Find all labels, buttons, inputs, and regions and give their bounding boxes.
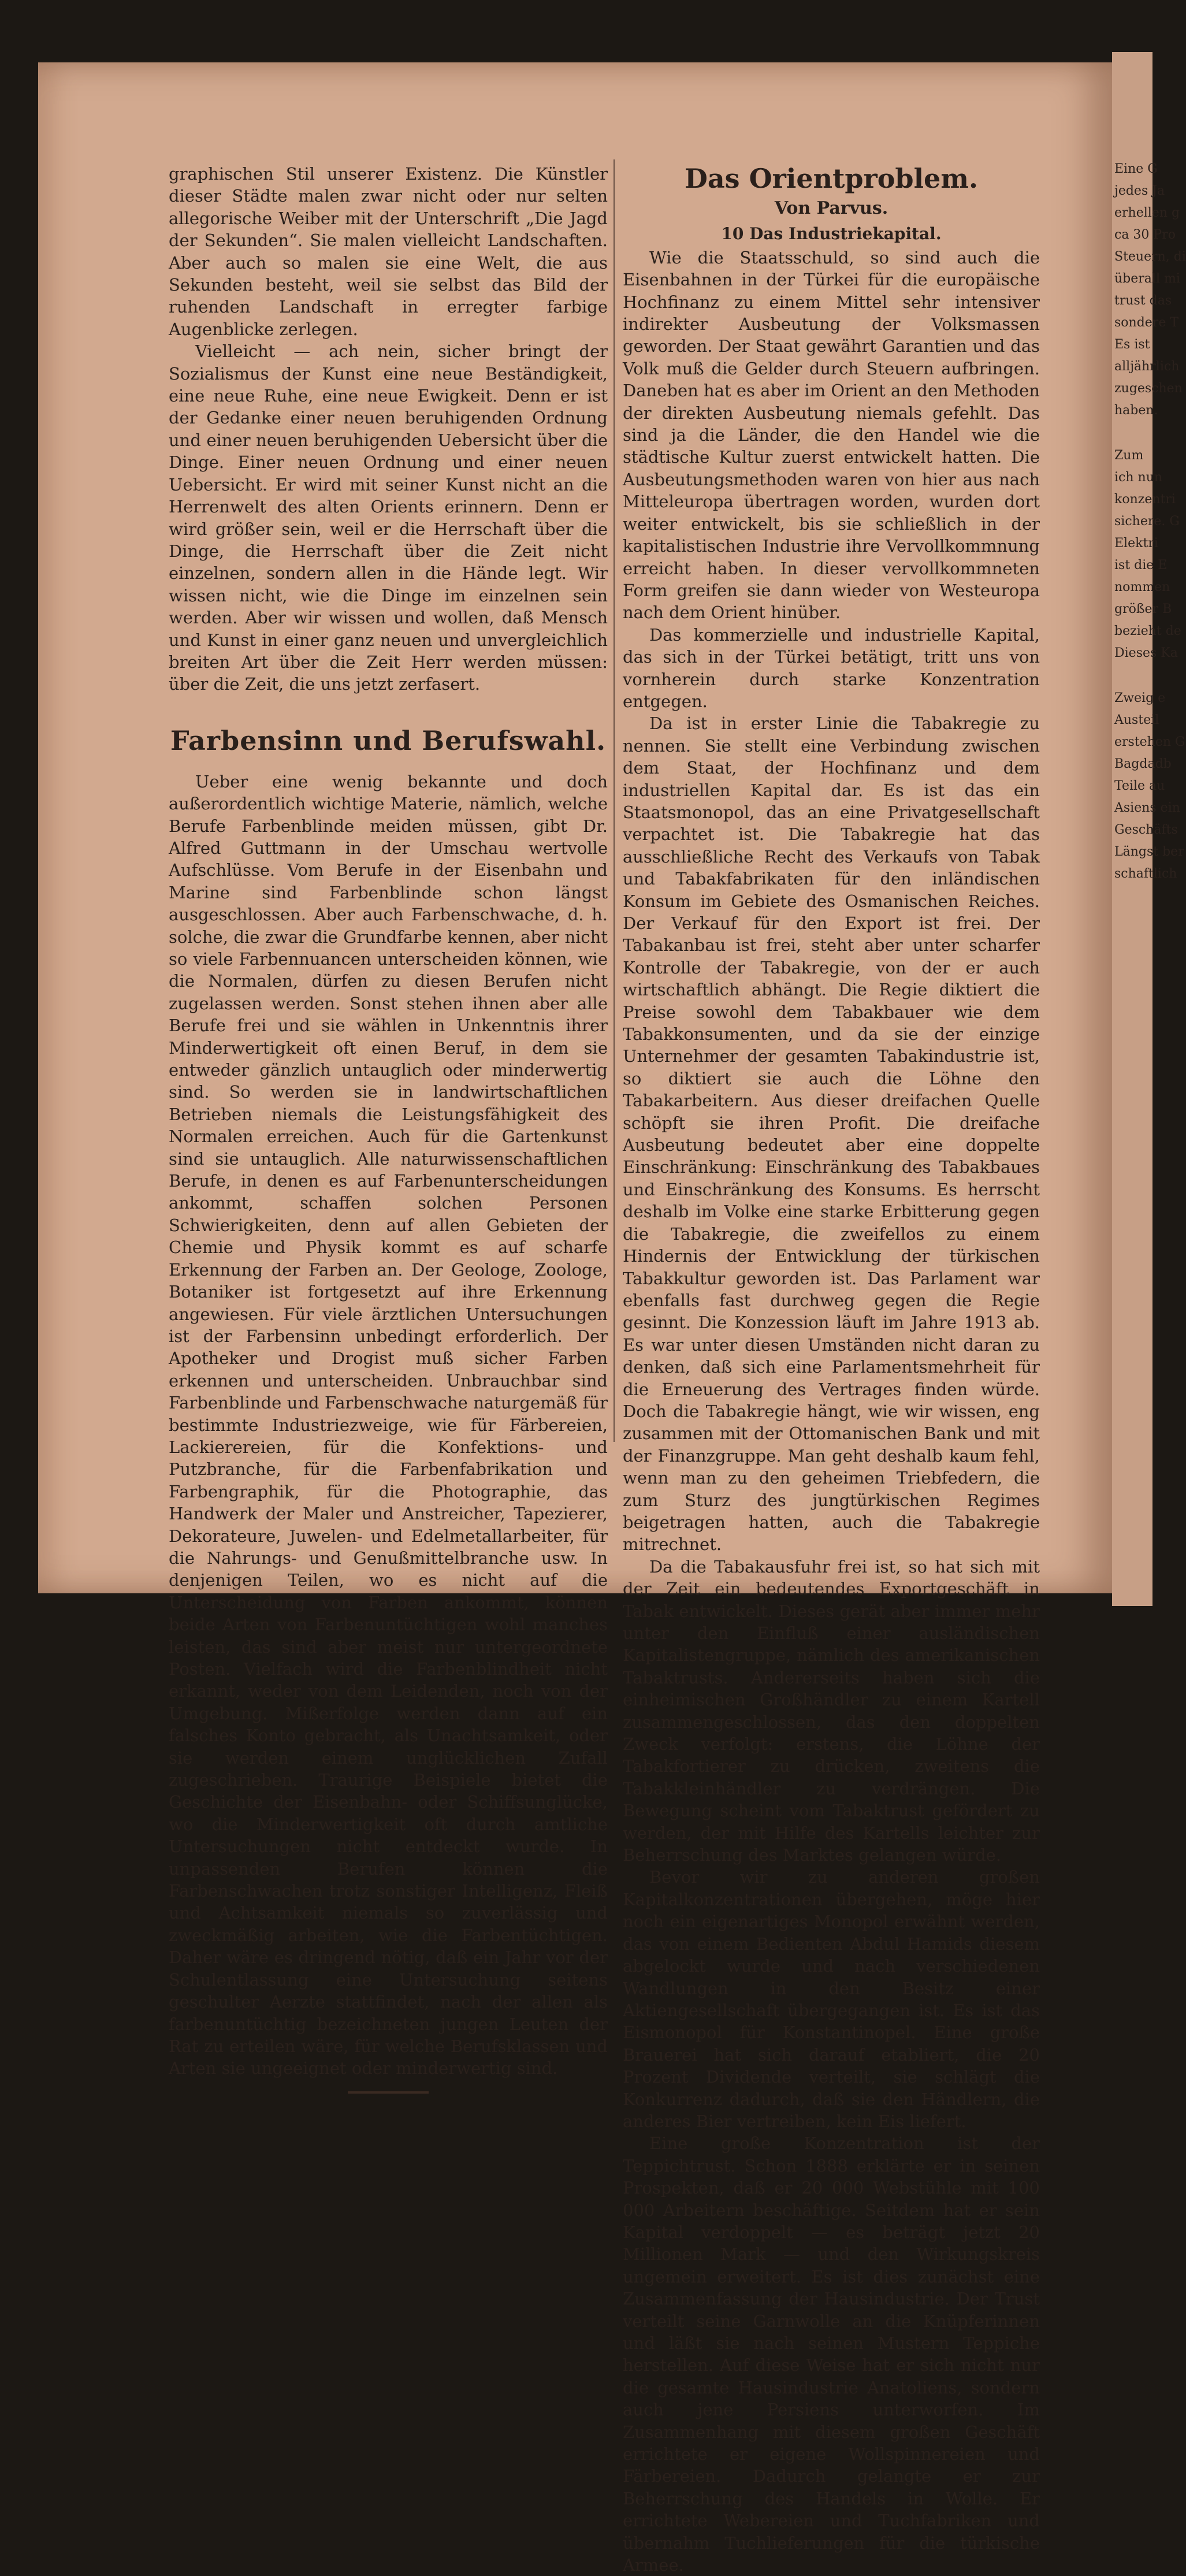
next-page-fragment: sichere. G [1114, 514, 1180, 529]
next-page-fragment: erhellen g [1114, 206, 1180, 220]
orient-paragraph-1: Wie die Staatsschuld, so sind auch die Eisenbahnen in der Türkei für die europäische Hochfinanz zu einem Mittel sehr intensiver indirekter Ausbeutung der Volksmassen geworden. Der Staat gewährt Garantien und das Volk muß die Gelder durch Steuern aufbringen. Daneben hat es aber im Orient an den Methoden der direkten Ausbeutung niemals gefehlt. Das sind ja die Länder, die den Handel wie die städtische Kultur zuerst entwickelt hatten. Die Ausbeutungsmethoden waren von hier aus nach Mitteleuropa übertragen worden, wurden dort weiter entwickelt, bis sie schließlich in der kapitalistischen Industrie ihre Vervollkommnung erreicht haben. In dieser vervollkommneten Form greifen sie dann wieder von Westeuropa nach dem Orient hinüber. [623, 247, 1040, 623]
next-page-fragment: Zum [1114, 448, 1144, 463]
next-page-fragment: erstehen G [1114, 735, 1185, 749]
next-page-fragment: ca 30 Pro [1114, 228, 1176, 242]
left-column [169, 163, 608, 2094]
farbensinn-paragraph: Ueber eine wenig bekannte und doch außerordentlich wichtige Materie, nämlich, welche Berufe Farbenblinde meiden müssen, gibt Dr. Alfred Guttmann in der Umschau wertvolle Aufschlüsse. Vom Berufe in der Eisenbahn und Marine sind Farbenblinde schon längst ausgeschlossen. Aber auch Farbenschwache, d. h. solche, die zwar die Grundfarbe kennen, aber nicht so viele Farbennuancen unterscheiden können, wie die Normalen, dürfen zu diesen Berufen nicht zugelassen werden. Sonst stehen ihnen aber alle Berufe frei und sie wählen in Unkenntnis ihrer Minderwertigkeit oft einen Beruf, in dem sie entweder gänzlich untauglich oder minderwertig sind. So werden sie in landwirtschaftlichen Betrieben niemals die Leistungsfähigkeit des Normalen erreichen. Auch für die Gartenkunst sind sie untauglich. Alle naturwissenschaftlichen Berufe, in denen es auf Farbenunterscheidungen ankommt, schaffen solchen Personen Schwierigkeiten, denn auf allen Gebieten der Chemie und Physik kommt es auf scharfe Erkennung der Farben an. Der Geologe, Zoologe, Botaniker ist fortgesetzt auf ihre Erkennung angewiesen. Für viele ärztlichen Untersuchungen ist der Farbensinn unbedingt erforderlich. Der Apotheker und Drogist muß sicher Farben erkennen und unterscheiden. Unbrauchbar sind Farbenblinde und Farbenschwache naturgemäß für bestimmte Industriezweige, wie für Färbereien, Lackierereien, für die Konfektions- und Putzbranche, für die Farbenfabrikation und Farbengraphik, für die Photographie, das Handwerk der Maler und Anstreicher, Tapezierer, Dekorateure, Juwelen- und Edelmetallarbeiter, für die Nahrungs- und Genußmittelbranche usw. In denjenigen Teilen, wo es nicht auf die Unterscheidung von Farben ankommt, können beide Arten von Farbenuntüchtigen wohl manches leisten, das sind aber meist nur untergeordnete Posten. Vielfach wird die Farbenblindheit nicht erkannt, weder von dem Leidenden, noch von der Umgebung. Mißerfolge werden dann auf ein falsches Konto gebracht, als Unachtsamkeit, oder sie werden einem unglücklichen Zufall zugeschrieben. Traurige Beispiele bietet die Geschichte der Eisenbahn- oder Schiffsunglücke, wo die Minderwertigkeit oft durch amtliche Untersuchungen nicht entdeckt wurde. In unpassenden Berufen können die Farbenschwachen trotz sonstiger Intelligenz, Fleiß und Achtsamkeit niemals so zuverlässig und zweckmäßig arbeiten, wie die Farbentüchtigen. Daher wäre es dringend nötig, daß ein Jahr vor der Schulentlassung eine Untersuchung seitens geschulter Aerzte stattfindet, nach der allen als farbenuntüchtig bezeichneten jungen Leuten der Rat zu erteilen wäre, für welche Berufsklassen und Arten sie ungeeignet oder minderwertig sind. [169, 771, 608, 2079]
article-title-orientproblem: Das Orientproblem. [684, 163, 979, 194]
orient-paragraph-3: Da ist in erster Linie die Tabakregie zu nennen. Sie stellt eine Verbindung zwischen dem Staat, der Hochfinanz und dem industriellen Kapital dar. Es ist das ein Staatsmonopol, das an eine Privatgesellschaft verpachtet ist. Die Tabakregie hat das ausschließliche Recht des Verkaufs von Tabak und Tabakfabrikaten für den inländischen Konsum im Gebiete des Osmanischen Reiches. Der Verkauf für den Export ist frei. Der Tabakanbau ist frei, steht aber unter scharfer Kontrolle der Tabakregie, von der er auch wirtschaftlich abhängt. Die Regie diktiert die Preise sowohl dem Tabakbauer wie dem Tabakkonsumenten, und da sie der einzige Unternehmer der gesamten Tabakindustrie ist, so diktiert sie auch die Löhne den Tabakarbeitern. Aus dieser dreifachen Quelle schöpft sie ihren Profit. Die dreifache Ausbeutung bedeutet aber eine doppelte Einschränkung: Einschränkung des Tabakbaues und Einschränkung des Konsums. Es herrscht deshalb im Volke eine starke Erbitterung gegen die Tabakregie, die zweifellos zu einem Hindernis der Entwicklung der türkischen Tabakkultur geworden ist. Das Parlament war ebenfalls fast durchweg gegen die Regie gesinnt. Die Konzession läuft im Jahre 1913 ab. Es war unter diesen Umständen nicht daran zu denken, daß sich eine Parlamentsmehrheit für die Erneuerung des Vertrages finden würde. Doch die Tabakregie hängt, wie wir wissen, eng zusammen mit der Ottomanischen Bank und mit der Finanzgruppe. Man geht deshalb kaum fehl, wenn man zu den geheimen Triebfedern, die zum Sturz des jungtürkischen Regimes beigetragen hatten, auch die Tabakregie mitrechnet. [623, 713, 1040, 1555]
next-page-fragment: Längst ber [1114, 845, 1184, 859]
next-page-fragment: Geschäfts [1114, 823, 1178, 837]
next-page-edge [1112, 52, 1186, 1606]
next-page-fragment: Asiens ein [1114, 801, 1180, 815]
next-page-fragment: alljährlich [1114, 359, 1180, 374]
intro-paragraph-2: Vielleicht — ach nein, sicher bringt der Sozialismus der Kunst eine neue Beständigkeit, eine neue Ruhe, eine neue Ewigkeit. Denn er ist der Gedanke einer neuen beruhigenden Ordnung und einer neuen beruhigenden Uebersicht über die Dinge. Einer neuen Ordnung und einer neuen Uebersicht. Er wird mit seiner Kunst nicht an die Herrenwelt des alten Orients erinnern. Denn er wird größer sein, weil er die Herrschaft über die Dinge, die Herrschaft über die Zeit nicht einzelnen, sondern allen in die Hände legt. Wir wissen nicht, wie die Dinge im einzelnen sein werden. Aber wir wissen und wollen, daß Mensch und Kunst in einer ganz neuen und unvergleichlich breiten Art über die Zeit Herr werden müssen: über die Zeit, die uns jetzt zerfasert. [169, 341, 608, 694]
orient-paragraph-5: Bevor wir zu anderen großen Kapitalkonzentrationen übergehen, möge hier noch ein eigenartiges Monopol erwähnt werden, das von einem Bedienten Abdul Hamids diesem abgelockt wurde und nach verschiedenen Wandlungen in den Besitz einer Aktiengesellschaft übergegangen ist. Es ist das Eismonopol für Konstantinopel. Eine große Brauerei hat sich darauf etabliert, die 20 Prozent Dividende verteilt, sie schlägt die Konkurrenz dadurch, daß sie den Händlern, die anderes Bier vertreiben, kein Eis liefert. [623, 1867, 1040, 2131]
byline: Von Parvus. [774, 198, 888, 218]
next-page-fragment: Elektri [1114, 536, 1158, 551]
next-page-fragment: zugeschen [1114, 381, 1183, 396]
next-page-fragment: ich nun [1114, 470, 1163, 485]
next-page-fragment: jedes Ja [1114, 184, 1165, 198]
orient-paragraph-6: Eine große Konzentration ist der Teppichtrust. Schon 1888 erklärte er in seinen Prospekten, daß er 20 000 Webstühle mit 100 000 Arbeitern beschäftige. Seitdem hat er sein Kapital verdoppelt — es beträgt jetzt 20 Millionen Mark — und den Wirkungskreis ungemein erweitert. Es ist dies zunächst eine Zusammenfassung der Hausindustrie. Der Trust verteilt seine Garnwolle an die Knüpferinnen und läßt sie nach seinen Mustern Teppiche herstellen. Auf diese Weise hat er sich nicht nur die gesamte Hausindustrie Anatoliens, sondern auch jene Persiens unterworfen. Im Zusammenhang mit diesem großen Geschäft errichtete er eigene Wollspinnereien und Färbereien. Dadurch gelangte er zur Beherrschung des Handels in Wolle. Er errichtete Webereien und Tuchfabriken und übernahm Tuchlieferungen für die türkische Armee. [623, 2133, 1040, 2575]
next-page-fragment: sondere T [1114, 315, 1179, 330]
closing-rule [348, 2091, 429, 2094]
next-page-fragment: haben. [1114, 403, 1158, 418]
next-page-fragment: trust das [1114, 293, 1172, 308]
section-heading: 10 Das Industriekapital. [721, 224, 942, 244]
orient-paragraph-4: Da die Tabakausfuhr frei ist, so hat sich mit der Zeit ein bedeutendes Exportgeschäft in Tabak entwickelt. Dieses gerät aber immer mehr unter den Einfluß einer ausländischen Kapitalistengruppe, nämlich des amerikanischen Tabaktrusts. Andererseits haben sich die einheimischen Großhändler zu einem Kartell zusammengeschlossen, das den doppelten Zweck verfolgt: erstens, die Löhne der Tabakfortierer zu drücken, zweitens die Tabakkleinhändler zu verdrängen. Die Bewegung scheint vom Tabaktrust gefördert zu werden, der mit Hilfe des Kartells leichter zur Beherrschung des Marktes gelangen würde. [623, 1556, 1040, 1865]
next-page-fragment: Dieses Ka [1114, 646, 1178, 660]
intro-paragraph-1: graphischen Stil unserer Existenz. Die Künstler dieser Städte malen zwar nicht oder nur selten allegorische Weiber mit der Unterschrift „Die Jagd der Sekunden“. Sie malen vielleicht Landschaften. Aber auch so malen sie eine Welt, die aus Sekunden besteht, weil sie selbst das Bild der ruhenden Landschaft in erregter farbige Augenblicke zerlegen. [169, 164, 608, 339]
next-page-fragment: Es ist [1114, 337, 1150, 352]
next-page-fragment: ist die E [1114, 558, 1168, 573]
orient-paragraph-2: Das kommerzielle und industrielle Kapital, das sich in der Türkei betätigt, tritt uns von vornherein durch starke Konzentration entgegen. [623, 625, 1040, 711]
next-page-fragment: konzentri [1114, 492, 1176, 507]
next-page-fragment: schaftlich [1114, 867, 1177, 881]
next-page-fragment: überall mi [1114, 272, 1180, 286]
column-divider [614, 159, 615, 1442]
next-page-fragment: größer B [1114, 602, 1172, 616]
next-page-fragment: Eine G [1114, 162, 1158, 176]
next-page-fragment: nommen [1114, 580, 1170, 594]
next-page-fragment: Austeil [1114, 713, 1159, 727]
next-page-fragment: bezieht de [1114, 624, 1181, 638]
article-title-farbensinn: Farbensinn und Berufswahl. [170, 724, 607, 756]
next-page-fragment: Zweig e [1114, 691, 1166, 705]
next-page-fragment: Bagdadb [1114, 757, 1172, 771]
right-column [623, 163, 1040, 2576]
next-page-fragment: Teile au [1114, 779, 1165, 793]
next-page-fragment: Steuern, di [1114, 250, 1186, 264]
